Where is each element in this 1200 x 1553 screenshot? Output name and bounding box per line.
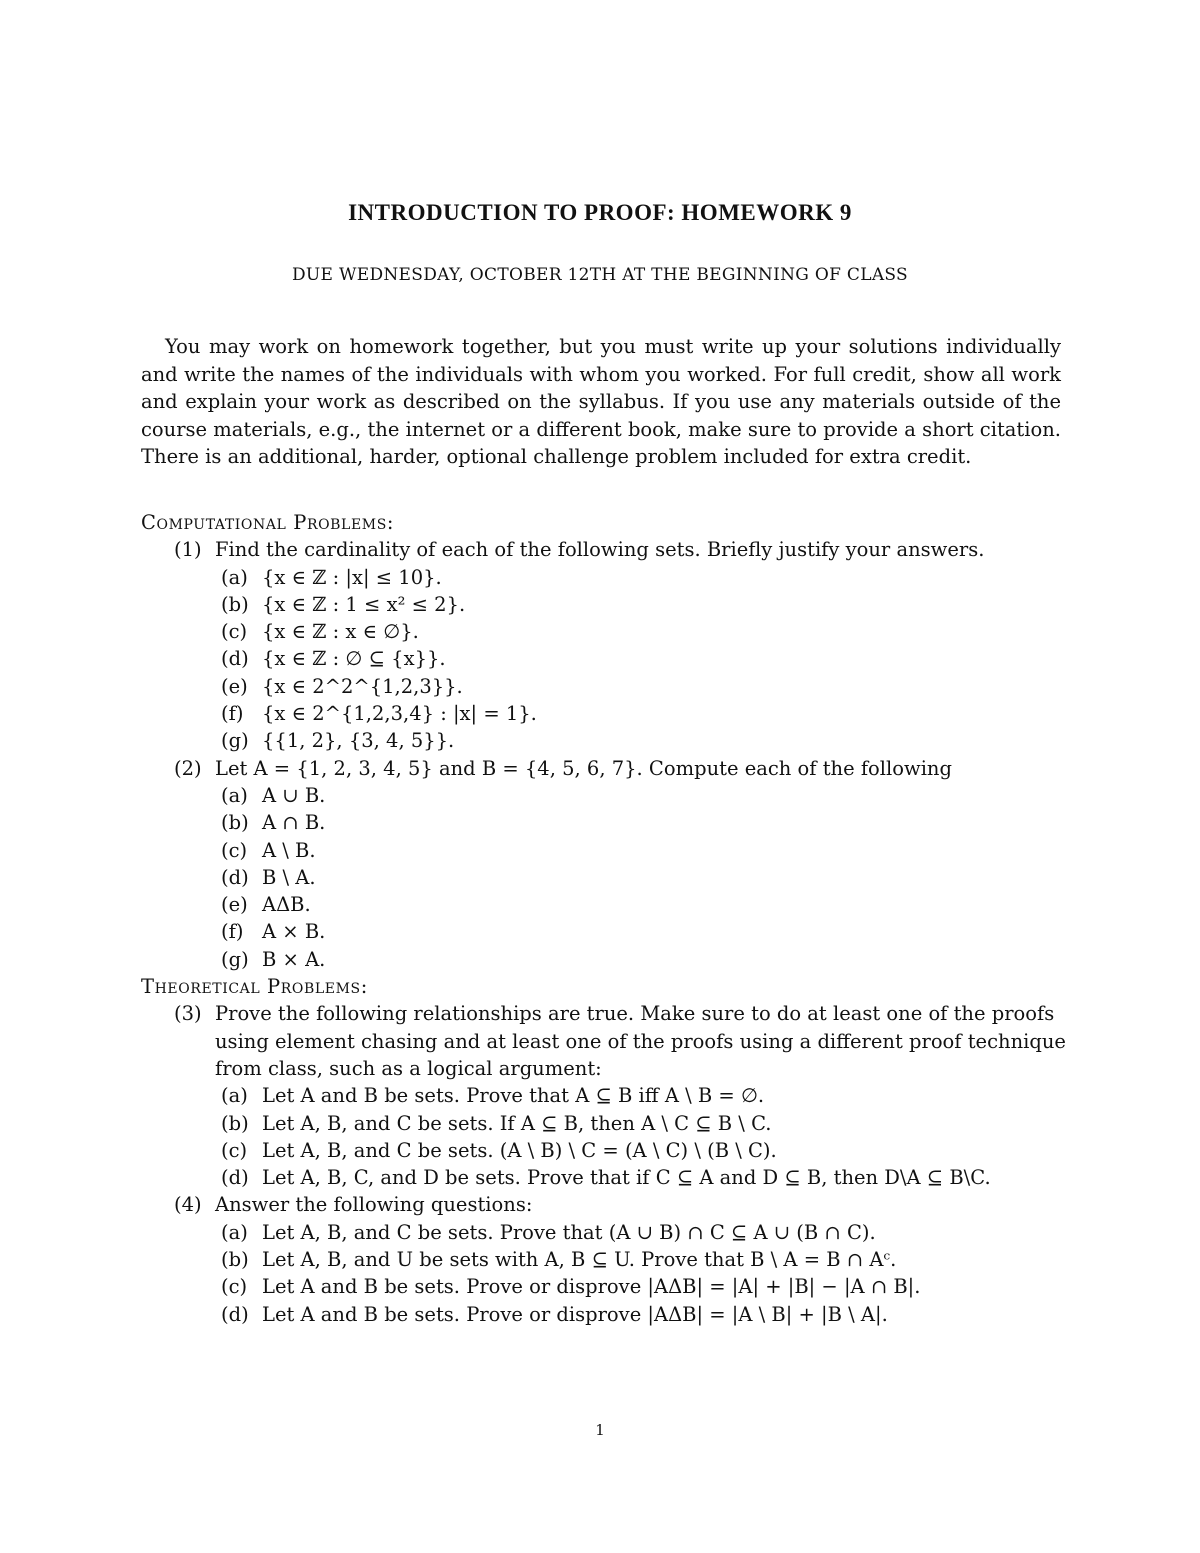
subproblem-4c	[141, 1273, 1071, 1300]
subproblem-4a	[141, 1219, 1071, 1246]
subproblem-label: (b)	[221, 1111, 249, 1135]
subproblem-text: {x ∈ 2^2^{1,2,3}}.	[262, 674, 463, 698]
subproblem-label: (b)	[221, 1248, 249, 1272]
subproblem-1a	[141, 564, 1071, 591]
subproblem-text: {{1, 2}, {3, 4, 5}}.	[262, 729, 455, 753]
subproblem-text: Let A, B, and C be sets. Prove that (A ∪ B) ∩ C ⊆ A ∪ (B ∩ C).	[262, 1220, 876, 1244]
subproblem-1f	[141, 700, 1071, 727]
problem-number: (3)	[174, 1002, 202, 1026]
problem-number: (2)	[174, 756, 202, 780]
subproblem-label: (f)	[221, 702, 244, 726]
subproblem-label: (e)	[221, 674, 248, 698]
subproblem-text: {x ∈ ℤ : x ∈ ∅}.	[262, 620, 419, 644]
subproblem-text: {x ∈ ℤ : 1 ≤ x² ≤ 2}.	[262, 592, 466, 616]
subproblem-text: Let A, B, and C be sets. (A \ B) \ C = (A \ C) \ (B \ C).	[262, 1138, 777, 1162]
subproblem-1e	[141, 673, 1071, 700]
subproblem-2e	[141, 891, 1071, 918]
subproblem-text: Let A, B, C, and D be sets. Prove that if C ⊆ A and D ⊆ B, then D\A ⊆ B\C.	[262, 1166, 991, 1190]
section-heading-theoretical: Theoretical Problems:	[141, 975, 368, 999]
problems	[141, 509, 1071, 1328]
subproblem-2c	[141, 837, 1071, 864]
subproblem-label: (a)	[221, 783, 248, 807]
subproblem-label: (g)	[221, 729, 249, 753]
subproblem-text: {x ∈ ℤ : ∅ ⊆ {x}}.	[262, 647, 446, 671]
problem-4	[141, 1191, 1071, 1218]
subproblem-1b	[141, 591, 1071, 618]
subproblem-4b	[141, 1246, 1071, 1273]
subproblem-3b	[141, 1110, 1071, 1137]
problem-1	[141, 536, 1071, 563]
problem-text: using element chasing and at least one of the proofs using a different proof technique	[215, 1029, 1066, 1053]
problem-number: (4)	[174, 1193, 202, 1217]
subproblem-text: A ∩ B.	[262, 811, 326, 835]
subproblem-2g	[141, 946, 1071, 973]
problem-3	[141, 1000, 1071, 1027]
subproblem-text: B × A.	[262, 947, 326, 971]
subproblem-label: (c)	[221, 620, 248, 644]
problem-3-continued	[141, 1028, 1071, 1055]
subproblem-label: (a)	[221, 1220, 248, 1244]
subproblem-text: Let A, B, and C be sets. If A ⊆ B, then A \ C ⊆ B \ C.	[262, 1111, 772, 1135]
subproblem-label: (d)	[221, 865, 249, 889]
problem-text: Let A = {1, 2, 3, 4, 5} and B = {4, 5, 6, 7}. Compute each of the following	[215, 756, 952, 780]
subproblem-text: B \ A.	[262, 865, 316, 889]
subproblem-label: (b)	[221, 592, 249, 616]
subproblem-label: (c)	[221, 1275, 248, 1299]
due-date: DUE WEDNESDAY, OCTOBER 12TH AT THE BEGINNING OF CLASS	[292, 265, 908, 285]
subproblem-2b	[141, 809, 1071, 836]
subproblem-label: (d)	[221, 1166, 249, 1190]
subproblem-label: (c)	[221, 1138, 248, 1162]
document-title: INTRODUCTION TO PROOF: HOMEWORK 9	[348, 200, 852, 225]
subproblem-label: (d)	[221, 647, 249, 671]
subproblem-3d	[141, 1164, 1071, 1191]
subproblem-text: Let A and B be sets. Prove or disprove |AΔB| = |A \ B| + |B \ A|.	[262, 1302, 888, 1326]
problem-text: Find the cardinality of each of the following sets. Briefly justify your answers.	[215, 538, 985, 562]
subproblem-4d	[141, 1301, 1071, 1328]
problem-2	[141, 755, 1071, 782]
subproblem-text: {x ∈ ℤ : |x| ≤ 10}.	[262, 565, 442, 589]
subproblem-text: {x ∈ 2^{1,2,3,4} : |x| = 1}.	[262, 702, 537, 726]
subproblem-text: Let A and B be sets. Prove or disprove |AΔB| = |A| + |B| − |A ∩ B|.	[262, 1275, 921, 1299]
subproblem-label: (b)	[221, 811, 249, 835]
subproblem-label: (g)	[221, 947, 249, 971]
subproblem-label: (e)	[221, 893, 248, 917]
instructions-paragraph	[141, 333, 1061, 471]
problem-number: (1)	[174, 538, 202, 562]
page-number: 1	[595, 1421, 605, 1439]
problem-text: from class, such as a logical argument:	[215, 1056, 602, 1080]
section-heading-computational: Computational Problems:	[141, 511, 395, 534]
subproblem-3c	[141, 1137, 1071, 1164]
instructions-text: You may work on homework together, but you must write up your solutions individually and write the names of the individuals with whom you worked. For full credit, show all work and explain your work as described on the syllabus. If you use any materials outside of the course materials, e.g., the internet or a different book, make sure to provide a short citation. There is an additional, harder, optional challenge problem included for extra credit.	[141, 335, 1061, 468]
subproblem-3a	[141, 1082, 1071, 1109]
subproblem-2f	[141, 918, 1071, 945]
subproblem-text: A ∪ B.	[262, 783, 326, 807]
subproblem-label: (a)	[221, 565, 248, 589]
subproblem-label: (f)	[221, 920, 244, 944]
subproblem-label: (a)	[221, 1084, 248, 1108]
subproblem-text: Let A, B, and U be sets with A, B ⊆ U. Prove that B \ A = B ∩ Aᶜ.	[262, 1248, 897, 1272]
subproblem-text: Let A and B be sets. Prove that A ⊆ B iff A \ B = ∅.	[262, 1084, 765, 1108]
subproblem-1g	[141, 727, 1071, 754]
subproblem-label: (c)	[221, 838, 248, 862]
subproblem-text: A \ B.	[262, 838, 316, 862]
problem-3-continued	[141, 1055, 1071, 1082]
subproblem-2d	[141, 864, 1071, 891]
subproblem-1c	[141, 618, 1071, 645]
subproblem-2a	[141, 782, 1071, 809]
subproblem-text: A × B.	[262, 920, 326, 944]
problem-text: Prove the following relationships are true. Make sure to do at least one of the proofs	[215, 1002, 1055, 1026]
subproblem-1d	[141, 645, 1071, 672]
subproblem-label: (d)	[221, 1302, 249, 1326]
problem-text: Answer the following questions:	[215, 1193, 533, 1217]
subproblem-text: AΔB.	[262, 893, 311, 917]
